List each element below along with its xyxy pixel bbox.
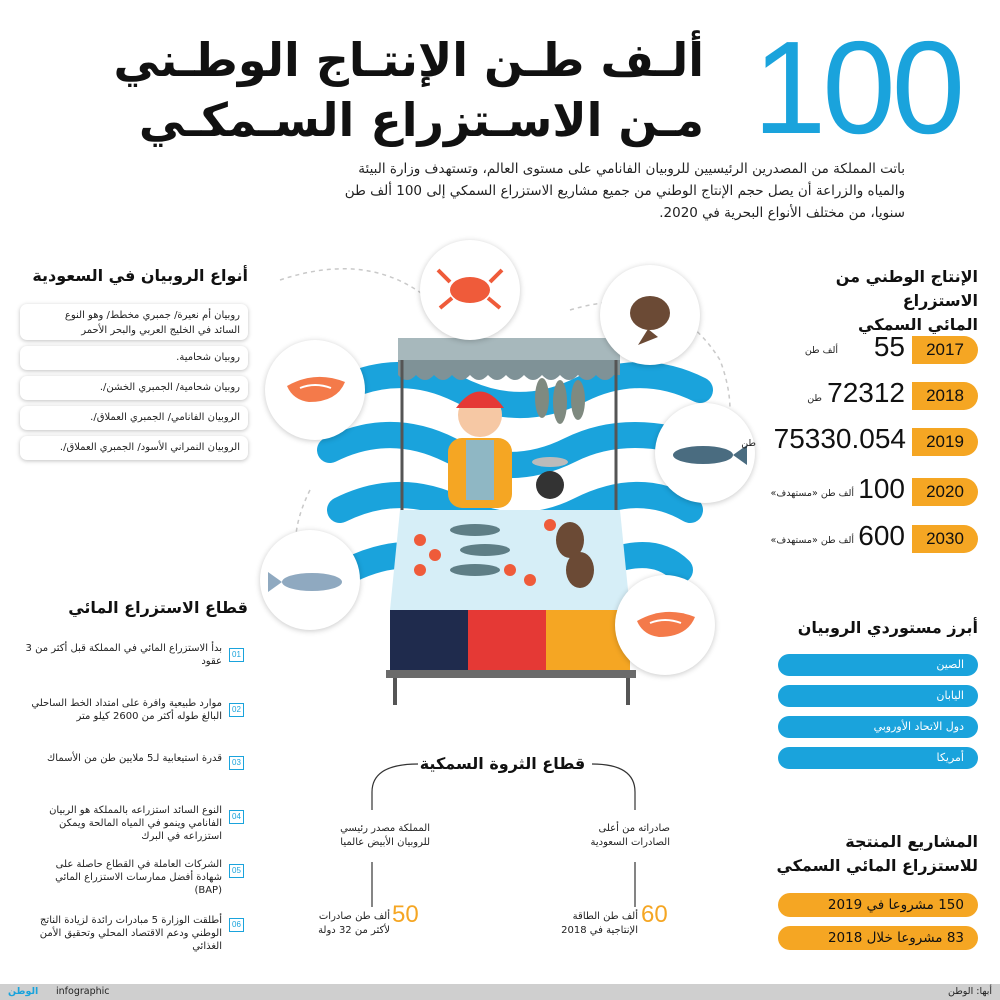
fish-sector-left-text-line-1: المملكة مصدر رئيسي (340, 823, 430, 834)
headline-number: 100 (752, 14, 962, 161)
fish-sector-left-desc-line-1: ألف طن صادرات (318, 911, 390, 922)
production-title (758, 265, 978, 337)
fish-sector-left-text (300, 822, 430, 850)
shrimp-type-1-line-2: السائد في الخليج العربي والبحر الأحمر (81, 325, 240, 336)
aquaculture-num-05: 05 (229, 864, 244, 878)
aquaculture-item-04-line-3: استزراعه في البرك (141, 831, 222, 842)
aquaculture-item-03 (20, 752, 222, 765)
aquaculture-num-04: 04 (229, 810, 244, 824)
shrimp-type-3: روبيان شحامية/ الجمبري الخشن/. (20, 376, 248, 400)
projects-2019: 150 مشروعا في 2019 (778, 893, 978, 917)
aquaculture-num-01: 01 (229, 648, 244, 662)
intro-line-3: سنويا، من مختلف الأنواع البحرية في 2020. (659, 205, 905, 221)
fish-sector-left-text-line-2: للروبيان الأبيض عالميا (340, 837, 430, 848)
aquaculture-item-06-line-3: الغذائي (192, 941, 222, 952)
aquaculture-item-01-line-1: بدأ الاستزراع المائي في المملكة قبل أكثر من 3 (25, 643, 222, 654)
projects-2018: 83 مشروعا خلال 2018 (778, 926, 978, 950)
production-value-2030: 600 (858, 520, 905, 551)
intro-line-2: والمياه والزراعة أن يصل حجم الإنتاج الوطني من جميع مشاريع الاستزراع السمكي إلى 100 ألف طن (344, 183, 905, 199)
aquaculture-item-05-line-2: شهادة أفضل ممارسات الاستزراع المائي (55, 872, 222, 883)
aquaculture-num-03: 03 (229, 756, 244, 770)
footer-label: infographic (56, 986, 110, 997)
aquaculture-item-04-line-2: الفانامي وينمو في المياه المالحة ويمكن (59, 818, 222, 829)
year-pill-2018: 2018 (912, 382, 978, 410)
salmon-steak-icon (265, 340, 365, 440)
year-pill-2020: 2020 (912, 478, 978, 506)
headline-line-1: ألـف طـن الإنتـاج الوطـني (113, 33, 704, 87)
fish-sector-left-desc-line-2: لأكثر من 32 دولة (318, 925, 390, 936)
production-title-line-1: الإنتاج الوطني من الاستزراع (835, 267, 978, 310)
production-value-2020: 100 (858, 473, 905, 504)
aquaculture-item-06 (20, 914, 222, 953)
salmon-slice-icon (615, 575, 715, 675)
shrimp-type-4: الروبيان الفانامي/ الجمبري العملاق/. (20, 406, 248, 430)
importer-china: الصين (778, 654, 978, 676)
shrimp-type-2: روبيان شحامية. (20, 346, 248, 370)
aquaculture-item-02-line-2: البالغ طوله أكثر من 2600 كيلو متر (76, 711, 222, 722)
aquaculture-item-03-line-1: قدرة استيعابية لـ5 ملايين طن من الأسماك (47, 753, 222, 764)
projects-title (758, 830, 978, 878)
fish-sector-right-text (540, 822, 670, 850)
fish-sector-right-number: 60 (641, 901, 668, 928)
footer-bar (0, 984, 1000, 1000)
fish-sector-right-desc-line-2: الإنتاجية في 2018 (561, 925, 638, 936)
production-unit-2019: طن (741, 438, 756, 449)
production-value-2019: 75330.054 (773, 423, 906, 454)
intro-paragraph (90, 158, 905, 224)
footer-credit: أبها: الوطن (947, 986, 992, 997)
fish-sector-right-desc (548, 910, 638, 938)
fish-sector-right-text-line-2: الصادرات السعودية (590, 837, 670, 848)
aquaculture-item-04-line-1: النوع السائد استزراعه بالمملكة هو الربيان (49, 805, 222, 816)
footer-brand: الوطن (8, 986, 39, 997)
aquaculture-num-02: 02 (229, 703, 244, 717)
tuna-icon (655, 403, 755, 503)
shrimp-types-title: أنواع الروبيان في السعودية (32, 266, 248, 285)
importers-title: أبرز مستوردي الروبيان (797, 618, 978, 637)
aquaculture-item-04 (20, 804, 222, 843)
fish-sector-title: قطاع الثروة السمكية (419, 754, 586, 773)
production-unit-2030: ألف طن «مستهدف» (770, 535, 854, 546)
fish-sector-right-text-line-1: صادراته من أعلى (598, 823, 670, 834)
production-unit-2018: طن (807, 393, 822, 404)
fish-sector-right-desc-line-1: ألف طن الطاقة (572, 911, 638, 922)
importer-japan: اليابان (778, 685, 978, 707)
flatfish-icon (600, 265, 700, 365)
aquaculture-title: قطاع الاستزراع المائي (68, 598, 248, 617)
aquaculture-num-06: 06 (229, 918, 244, 932)
aquaculture-item-05-line-1: الشركات العاملة في القطاع حاصلة على (55, 859, 222, 870)
projects-title-line-1: المشاريع المنتجة (845, 832, 978, 851)
headline-line-2: مـن الاسـتزراع السـمكـي (138, 93, 704, 147)
aquaculture-item-05 (20, 858, 222, 897)
year-pill-2017: 2017 (912, 336, 978, 364)
aquaculture-item-06-line-2: الوطني ودعم الاقتصاد المحلي وتحقيق الأمن (39, 928, 222, 939)
fish-icon (260, 530, 360, 630)
production-unit-2017: ألف طن (804, 345, 838, 356)
production-value-2017: 55 (873, 331, 905, 362)
year-pill-2019: 2019 (912, 428, 978, 456)
production-value-2018: 72312 (827, 377, 905, 408)
aquaculture-item-06-line-1: أطلقت الوزارة 5 مبادرات رائدة لزيادة الناتج (39, 915, 222, 926)
crab-icon (420, 240, 520, 340)
fish-sector-left-desc (300, 910, 390, 938)
year-pill-2030: 2030 (912, 525, 978, 553)
aquaculture-item-02-line-1: موارد طبيعية وافرة على امتداد الخط الساحلي (31, 698, 222, 709)
aquaculture-item-02 (20, 697, 222, 723)
aquaculture-item-01 (20, 642, 222, 668)
aquaculture-item-01-line-2: عقود (201, 656, 222, 667)
production-unit-2020: ألف طن «مستهدف» (770, 488, 854, 499)
intro-line-1: باتت المملكة من المصدرين الرئيسيين للروبيان الفانامي على مستوى العالم، وتستهدف وزارة البيئة (358, 161, 905, 177)
projects-title-line-2: للاستزراع المائي السمكي (776, 856, 978, 875)
shrimp-type-1 (20, 304, 248, 340)
importer-eu: دول الاتحاد الأوروبي (778, 716, 978, 738)
shrimp-type-1-line-1: روبيان أم نعيرة/ جمبري مخطط/ وهو النوع (64, 310, 240, 321)
production-title-line-2: المائي السمكي (858, 315, 978, 334)
fish-sector-left-number: 50 (392, 901, 419, 928)
importer-usa: أمريكا (778, 747, 978, 769)
shrimp-type-5: الروبيان النمراني الأسود/ الجمبري العملاق/. (20, 436, 248, 460)
aquaculture-item-05-line-3: (BAP) (194, 885, 222, 896)
